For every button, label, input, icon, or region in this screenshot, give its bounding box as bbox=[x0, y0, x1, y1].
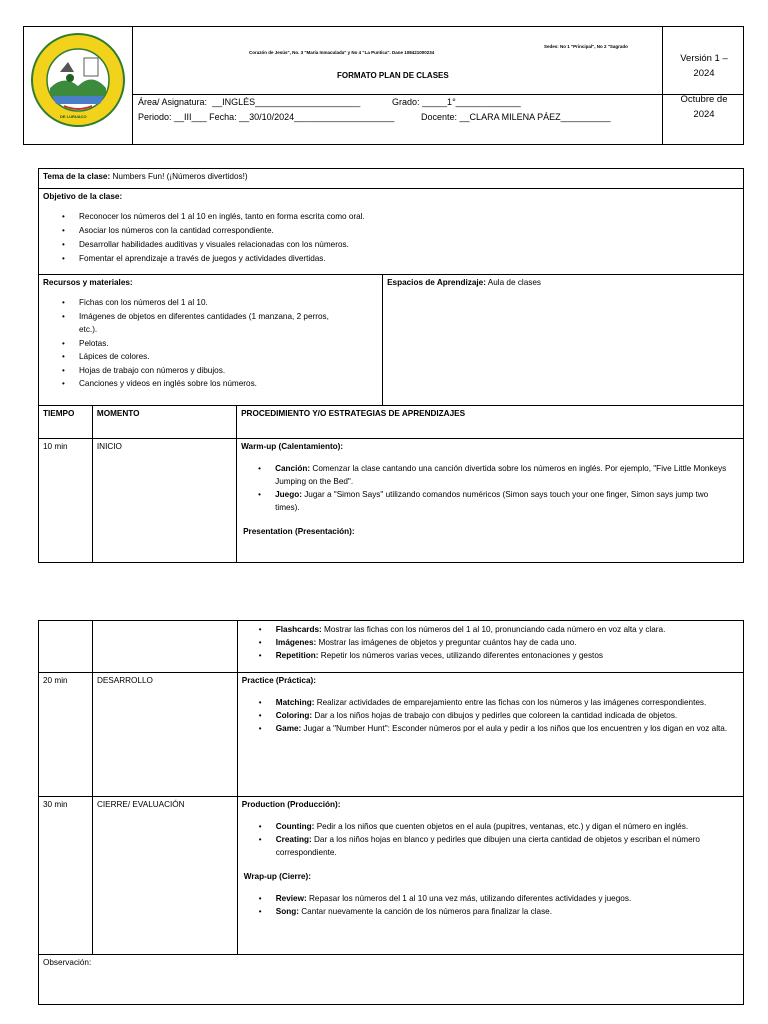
docente-value: __CLARA MILENA PÁEZ__________ bbox=[459, 112, 611, 122]
espacios-cell bbox=[383, 275, 744, 406]
list-item: • Lápices de colores. bbox=[79, 350, 339, 364]
tema-cell bbox=[39, 169, 744, 189]
objetivos-list bbox=[79, 210, 739, 266]
list-item bbox=[276, 636, 739, 649]
list-item: • Fomentar el aprendizaje a través de juegos y actividades divertidas. bbox=[79, 252, 739, 266]
area-label: Área/ Asignatura: bbox=[138, 97, 208, 107]
desarrollo-momento: DESARROLLO bbox=[92, 673, 237, 797]
presentation-procedure bbox=[237, 621, 743, 673]
list-item: • Reconocer los números del 1 al 10 en inglés, tanto en forma escrita como oral. bbox=[79, 210, 739, 224]
item-key: Creating: bbox=[275, 835, 312, 844]
fecha-value: __30/10/2024____________________ bbox=[239, 112, 395, 122]
list-item bbox=[275, 488, 733, 514]
item-key: Canción: bbox=[275, 464, 311, 473]
espacios-value: Aula de clases bbox=[485, 278, 542, 287]
docente-row bbox=[421, 112, 611, 122]
list-item bbox=[276, 820, 739, 833]
periodo-label: Periodo: bbox=[138, 112, 172, 122]
warmup-list bbox=[275, 462, 733, 514]
periodo-row bbox=[138, 112, 394, 122]
col-procedimiento: PROCEDIMIENTO Y/O ESTRATEGIAS DE APRENDIZAJES bbox=[237, 406, 744, 439]
list-item bbox=[276, 833, 739, 859]
area-value: __INGLÉS_____________________ bbox=[212, 97, 361, 107]
cierre-procedure bbox=[237, 797, 743, 955]
item-text: Dar a los niños hojas de trabajo con dibujos y pedirles que coloreen la cantidad indicada de objetos. bbox=[312, 711, 678, 720]
item-text: Repasar los números del 1 al 10 una vez más, utilizando diferentes actividades y juegos. bbox=[306, 894, 632, 903]
list-item bbox=[276, 722, 739, 735]
item-text: Jugar a "Simon Says" utilizando comandos numéricos (Simon says touch your one finger, Simon says jump two times). bbox=[275, 490, 709, 512]
periodo-value: __III___ bbox=[174, 112, 207, 122]
list-item bbox=[276, 696, 739, 709]
espacios-label: Espacios de Aprendizaje: bbox=[387, 278, 486, 287]
list-item bbox=[276, 892, 739, 905]
objetivo-label: Objetivo de la clase: bbox=[43, 192, 123, 201]
item-text: Pedir a los niños que cuenten objetos en el aula (pupitres, ventanas, etc.) y digan el número en inglés. bbox=[314, 822, 689, 831]
document-header bbox=[23, 26, 744, 145]
header-top-text-right: Sedes: No 1 "Principal", No 2 "Sagrado bbox=[544, 44, 628, 49]
list-item bbox=[276, 709, 739, 722]
col-momento: MOMENTO bbox=[92, 406, 236, 439]
presentation-title: Presentation (Presentación): bbox=[243, 527, 355, 536]
observacion-label: Observación: bbox=[43, 958, 92, 967]
warmup-title: Warm-up (Calentamiento): bbox=[241, 442, 344, 451]
item-key: Juego: bbox=[275, 490, 302, 499]
item-key: Matching: bbox=[275, 698, 315, 707]
production-title: Production (Producción): bbox=[241, 800, 341, 809]
cierre-momento: CIERRE/ EVALUACIÓN bbox=[92, 797, 237, 955]
header-top-text-left: Corazón de Jesús", No. 3 "María Inmaculada" y No 4 "La Puntica". Dane 108421000234 bbox=[249, 50, 435, 55]
observacion-cell bbox=[39, 955, 744, 1005]
recursos-cell bbox=[39, 275, 383, 406]
tema-label: Tema de la clase: bbox=[43, 172, 111, 181]
recursos-label: Recursos y materiales: bbox=[43, 278, 133, 287]
list-item: • Canciones y videos en inglés sobre los números. bbox=[79, 377, 339, 391]
logo-bottom-text: DE LURUACO bbox=[60, 114, 87, 119]
practice-list bbox=[276, 696, 739, 735]
col-tiempo: TIEMPO bbox=[39, 406, 93, 439]
list-item bbox=[276, 623, 739, 636]
presentation-list bbox=[276, 623, 739, 662]
objetivo-cell bbox=[39, 189, 744, 275]
wrapup-title: Wrap-up (Cierre): bbox=[243, 872, 311, 881]
plan-table-page2 bbox=[38, 620, 744, 1005]
item-key: Repetition: bbox=[275, 651, 319, 660]
item-text: Realizar actividades de emparejamiento entre las fichas con los números y las imágenes correspondientes. bbox=[314, 698, 707, 707]
docente-label: Docente: bbox=[421, 112, 458, 122]
area-row bbox=[138, 97, 360, 107]
tema-value: Numbers Fun! (¡Números divertidos!) bbox=[110, 172, 248, 181]
version-line2: 2024 bbox=[693, 68, 715, 79]
date-box bbox=[663, 92, 745, 122]
date-line2: 2024 bbox=[693, 109, 715, 120]
list-item bbox=[275, 462, 733, 488]
desarrollo-procedure bbox=[237, 673, 743, 797]
item-text: Dar a los niños hojas en blanco y pedirles que dibujen una cierta cantidad de objetos y escriban el número correspondiente. bbox=[275, 835, 700, 857]
version-box bbox=[663, 51, 745, 81]
inicio-momento: INICIO bbox=[92, 439, 236, 563]
item-text: Comenzar la clase cantando una canción divertida sobre los números en inglés. Por ejemplo, "Five Little Monkeys Jumping on the Bed". bbox=[275, 464, 727, 486]
item-key: Review: bbox=[275, 894, 307, 903]
item-key: Flashcards: bbox=[275, 625, 322, 634]
list-item: • Fichas con los números del 1 al 10. bbox=[79, 296, 339, 310]
list-item: • Hojas de trabajo con números y dibujos. bbox=[79, 364, 339, 378]
version-line1: Versión 1 – bbox=[680, 53, 728, 64]
item-text: Cantar nuevamente la canción de los números para finalizar la clase. bbox=[298, 907, 553, 916]
item-text: Jugar a "Number Hunt": Esconder números por el aula y pedir a los niños que los encuentren y los digan en voz alta. bbox=[301, 724, 728, 733]
item-key: Imágenes: bbox=[275, 638, 317, 647]
wrapup-list bbox=[276, 892, 739, 918]
grado-row bbox=[392, 97, 521, 107]
item-key: Coloring: bbox=[275, 711, 313, 720]
cierre-time: 30 min bbox=[39, 797, 93, 955]
item-text: Repetir los números varias veces, utilizando diferentes entonaciones y gestos bbox=[318, 651, 603, 660]
date-line1: Octubre de bbox=[680, 94, 728, 105]
fecha-label: Fecha: bbox=[209, 112, 237, 122]
list-item: • Pelotas. bbox=[79, 337, 339, 351]
practice-title: Practice (Práctica): bbox=[241, 676, 316, 685]
header-title: FORMATO PLAN DE CLASES bbox=[337, 71, 449, 80]
production-list bbox=[276, 820, 739, 859]
item-text: Mostrar las fichas con los números del 1 al 10, pronunciando cada número en voz alta y clara. bbox=[321, 625, 666, 634]
item-text: Mostrar las imágenes de objetos y preguntar cuántos hay de cada uno. bbox=[316, 638, 577, 647]
recursos-list bbox=[79, 296, 339, 391]
grado-label: Grado: bbox=[392, 97, 420, 107]
desarrollo-time: 20 min bbox=[39, 673, 93, 797]
grado-value: _____1°_____________ bbox=[422, 97, 521, 107]
inicio-procedure bbox=[237, 439, 744, 563]
school-seal-logo bbox=[30, 32, 126, 128]
list-item: • Imágenes de objetos en diferentes cantidades (1 manzana, 2 perros, etc.). bbox=[79, 310, 339, 337]
list-item: • Desarrollar habilidades auditivas y visuales relacionadas con los números. bbox=[79, 238, 739, 252]
item-key: Song: bbox=[275, 907, 299, 916]
plan-table-page1 bbox=[38, 168, 744, 563]
list-item bbox=[276, 649, 739, 662]
item-key: Counting: bbox=[275, 822, 315, 831]
item-key: Game: bbox=[275, 724, 302, 733]
inicio-time: 10 min bbox=[39, 439, 93, 563]
list-item: • Asociar los números con la cantidad correspondiente. bbox=[79, 224, 739, 238]
list-item bbox=[276, 905, 739, 918]
